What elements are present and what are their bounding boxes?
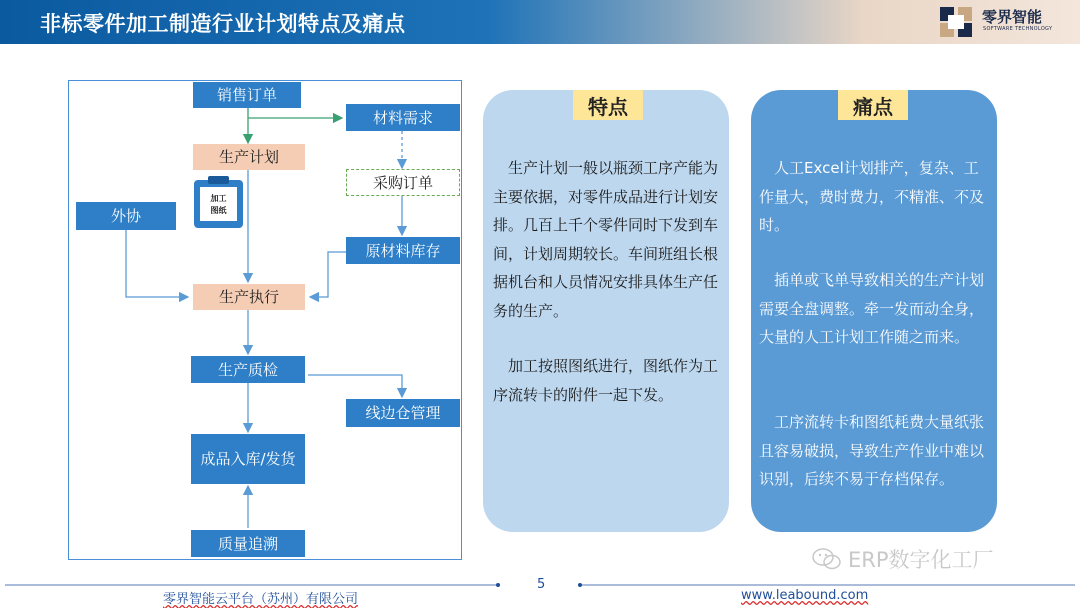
node-sales-order: 销售订单: [193, 82, 301, 108]
page-title: 非标零件加工制造行业计划特点及痛点: [40, 12, 406, 36]
node-quality-trace: 质量追溯: [191, 530, 305, 557]
pain-points-para-1: 人工Excel计划排产，复杂、工作量大，费时费力，不精准、不及时。: [759, 159, 985, 234]
node-production-execution: 生产执行: [193, 284, 305, 310]
node-purchase-order: 采购订单: [346, 169, 460, 196]
clipboard-label-line1: 加工: [210, 194, 227, 203]
logo-subtitle: SOFTWARE TECHNOLOGY: [983, 26, 1053, 32]
footer-url-link[interactable]: www.leabound.com: [741, 588, 869, 603]
node-quality-check: 生产质检: [191, 356, 305, 383]
pain-points-tag: 痛点: [838, 90, 908, 120]
clipboard-label-line2: 图纸: [210, 206, 227, 215]
pain-points-para-2: 插单或飞单导致相关的生产计划需要全盘调整。牵一发而动全身，大量的人工计划工作随之而来。: [759, 271, 985, 346]
pain-points-para-3: 工序流转卡和图纸耗费大量纸张且容易破损，导致生产作业中难以识别，后续不易于存档保存。: [759, 413, 985, 488]
watermark: [812, 544, 994, 574]
features-para-1: 生产计划一般以瓶颈工序产能为主要依据，对零件成品进行计划安排。几百上千个零件同时下发到车间，计划周期较长。车间班组长根据机台和人员情况安排具体生产任务的生产。: [493, 159, 719, 320]
clipboard-drawing-icon: [193, 176, 244, 229]
wechat-icon: [812, 547, 842, 571]
watermark-text: ERP数字化工厂: [848, 548, 994, 572]
page-number: 5: [537, 577, 546, 592]
features-para-2: 加工按照图纸进行，图纸作为工序流转卡的附件一起下发。: [493, 357, 719, 404]
node-finished-goods: 成品入库/发货: [191, 434, 305, 484]
footer-company: 零界智能云平台（苏州）有限公司: [163, 592, 359, 607]
company-logo-icon: [936, 4, 976, 40]
header-bar: [0, 0, 1080, 44]
node-material-demand: 材料需求: [346, 104, 460, 131]
logo-name: 零界智能: [982, 8, 1043, 26]
node-raw-material-stock: 原材料库存: [346, 237, 460, 264]
node-lineside-warehouse: 线边仓管理: [346, 399, 460, 427]
node-outsourcing: 外协: [76, 202, 176, 230]
node-production-plan: 生产计划: [193, 144, 305, 170]
features-tag: 特点: [573, 90, 643, 120]
